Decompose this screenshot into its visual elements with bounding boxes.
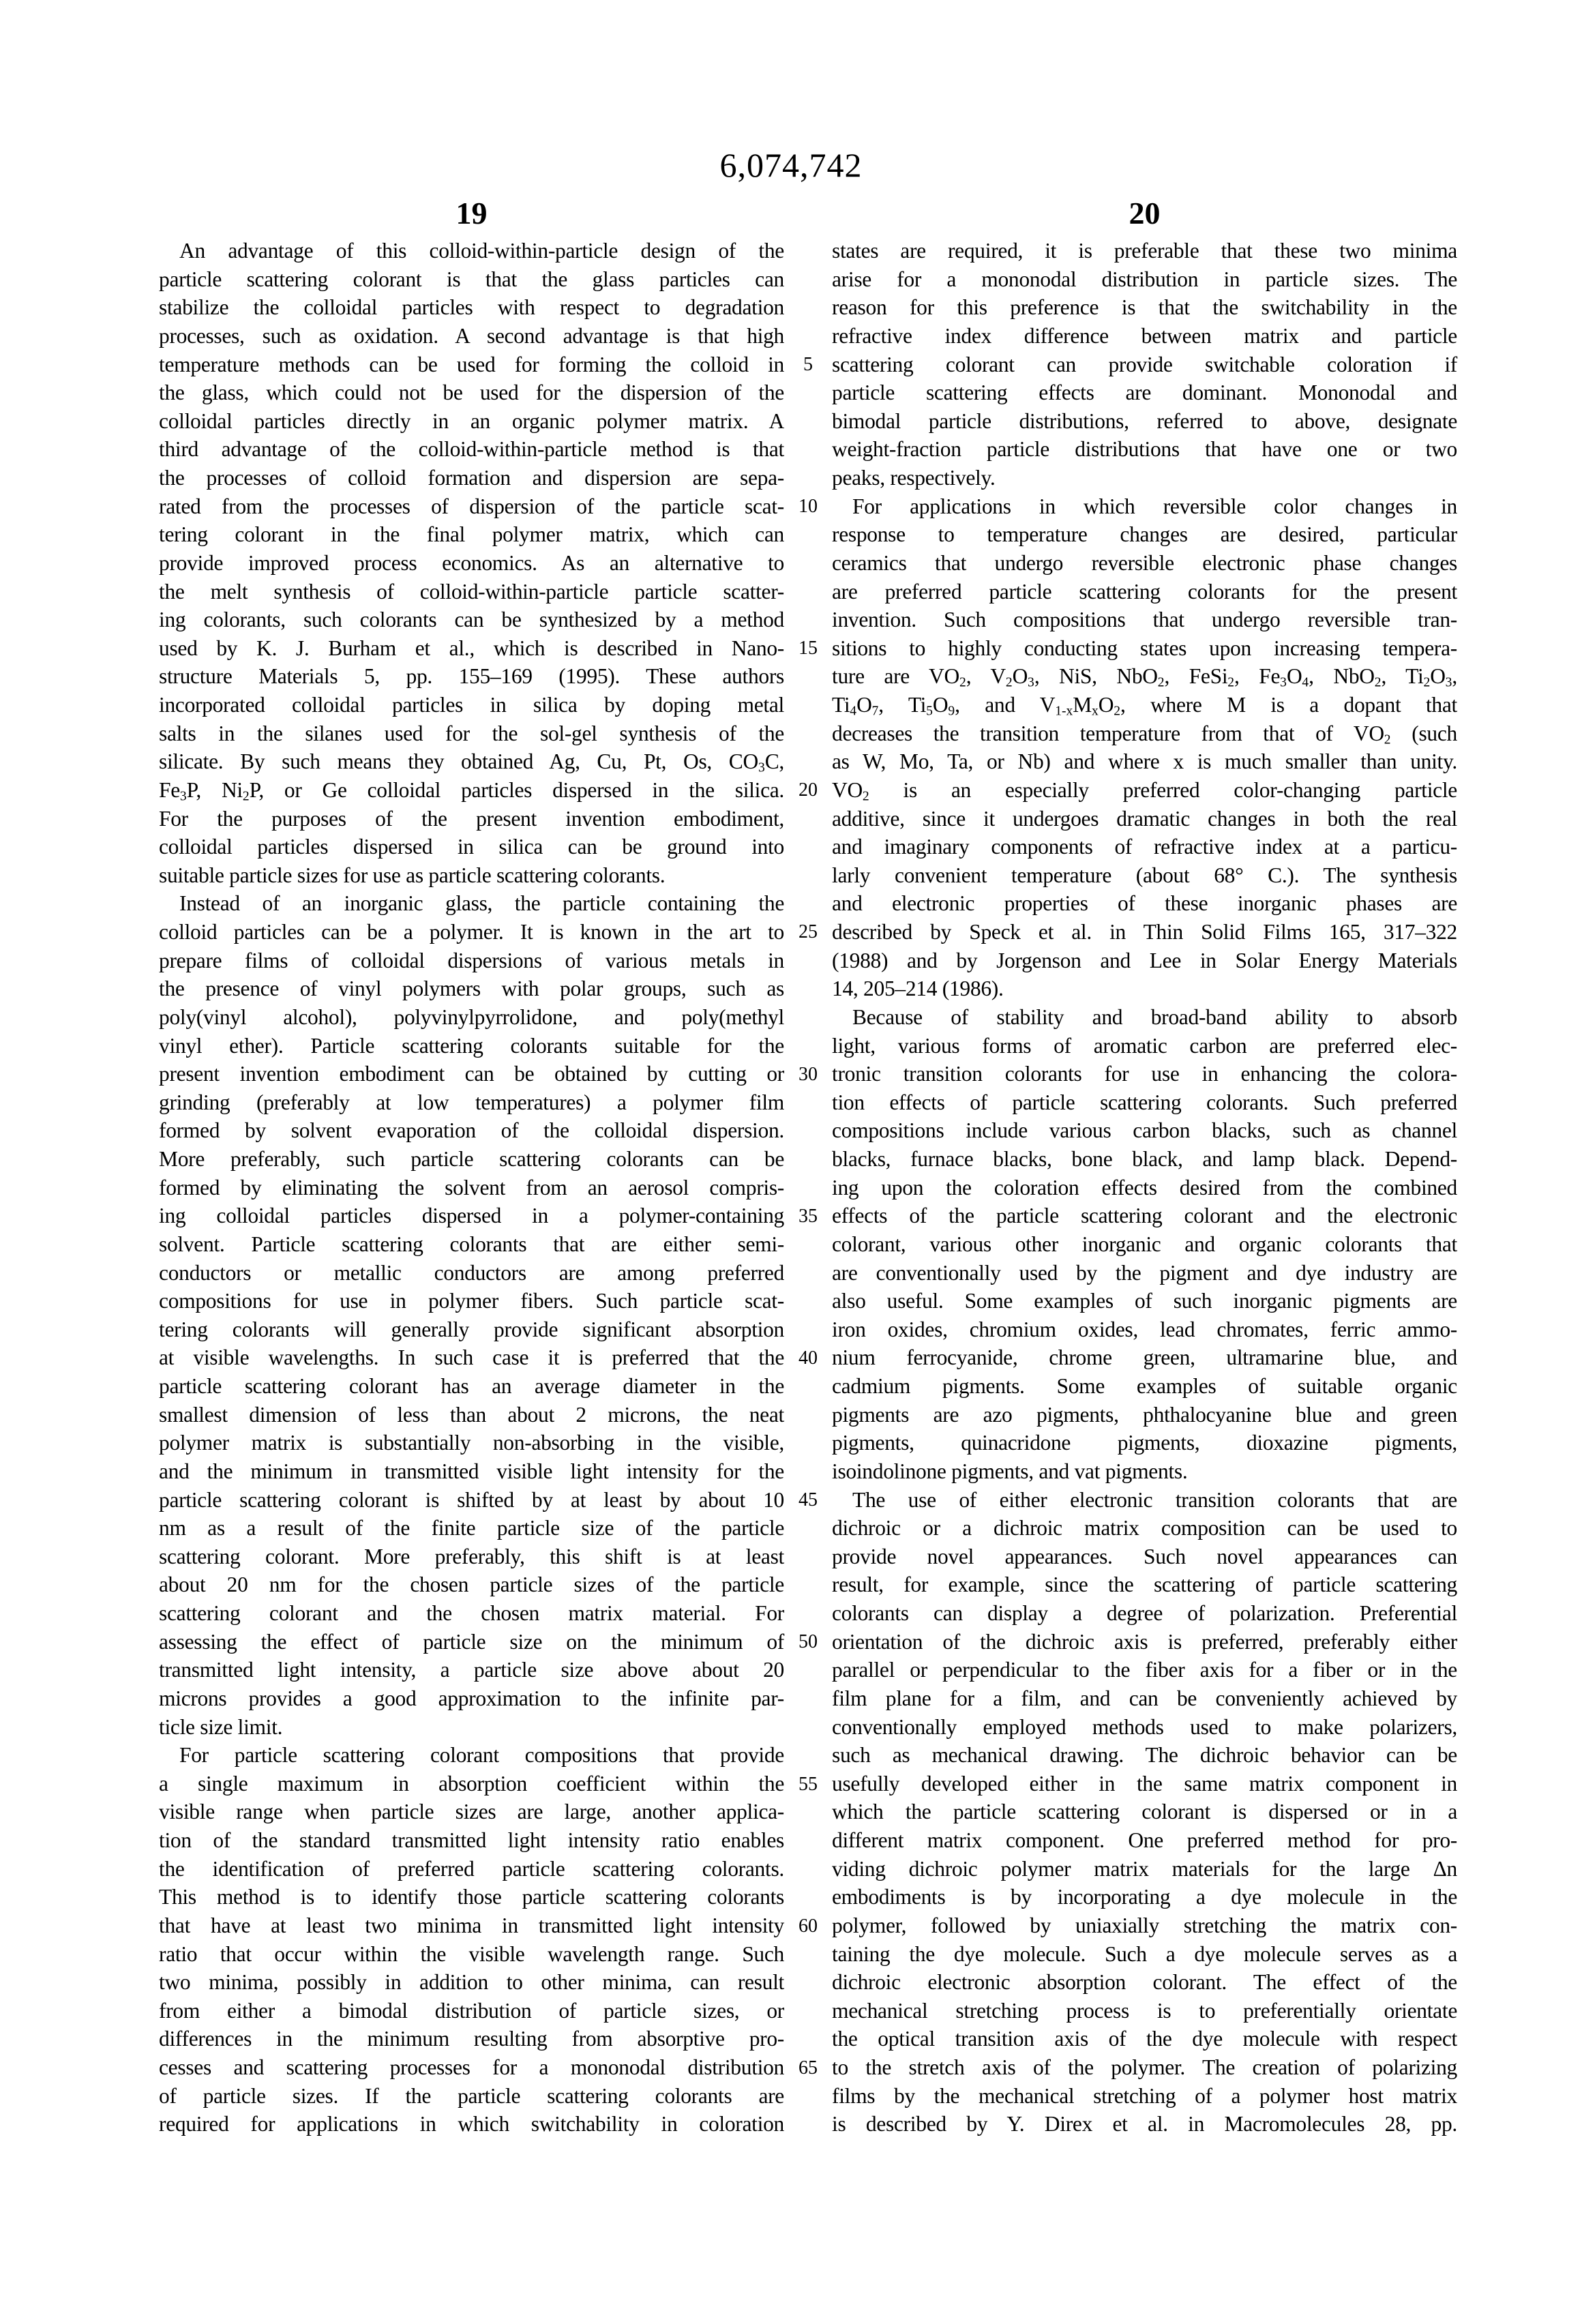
- text-line: grinding (preferably at low temperatures) a polymer film: [159, 1090, 784, 1114]
- line-number: 55: [799, 1773, 818, 1795]
- text-line: $VO_2$ is an especially preferred color-changing particle: [832, 777, 1457, 804]
- text-line: silicate. By such means they obtained Ag, Cu, Pt, Os, $CO_3C$,: [159, 749, 784, 775]
- text-line: two minima, possibly in addition to other minima, can result: [159, 1970, 784, 1995]
- text-line: larly convenient temperature (about 68° C.). The synthesis: [832, 863, 1457, 887]
- text-line: ing upon the coloration effects desired from the combined: [832, 1175, 1457, 1200]
- text-line: formed by solvent evaporation of the colloidal dispersion.: [159, 1118, 784, 1143]
- text-line: response to temperature changes are desired, particular: [832, 522, 1457, 547]
- text-line: a single maximum in absorption coefficient within the: [159, 1771, 784, 1796]
- text-line: processes, such as oxidation. A second advantage is that high: [159, 323, 784, 348]
- text-line: The use of either electronic transition colorants that are: [852, 1487, 1457, 1512]
- text-line: tering colorant in the final polymer matrix, which can: [159, 522, 784, 547]
- text-line: differences in the minimum resulting from absorptive pro-: [159, 2027, 784, 2051]
- text-line: about 20 nm for the chosen particle sizes of the particle: [159, 1573, 784, 1597]
- text-line: vinyl ether). Particle scattering colorants suitable for the: [159, 1033, 784, 1058]
- text-line: formed by eliminating the solvent from an aerosol compris-: [159, 1175, 784, 1200]
- text-line: viding dichroic polymer matrix materials for the large Δn: [832, 1856, 1457, 1881]
- text-line: smallest dimension of less than about 2 microns, the neat: [159, 1402, 784, 1427]
- text-line: also useful. Some examples of such inorganic pigments are: [832, 1289, 1457, 1313]
- text-line: suitable particle sizes for use as particle scattering colorants.: [159, 863, 666, 887]
- text-line: ceramics that undergo reversible electronic phase changes: [832, 550, 1457, 575]
- text-line: is described by Y. Direx et al. in Macromolecules 28, pp.: [832, 2112, 1457, 2136]
- text-line: transmitted light intensity, a particle size above about 20: [159, 1658, 784, 1682]
- line-number: 30: [799, 1063, 818, 1085]
- text-line: tronic transition colorants for use in enhancing the colora-: [832, 1062, 1457, 1086]
- column-number-20: 20: [1129, 196, 1161, 230]
- text-line: tering colorants will generally provide significant absorption: [159, 1317, 784, 1341]
- text-line: sitions to highly conducting states upon increasing tempera-: [832, 636, 1457, 660]
- line-number: 10: [799, 495, 818, 517]
- text-line: colorants can display a degree of polarization. Preferential: [832, 1601, 1457, 1625]
- text-line: More preferably, such particle scattering colorants can be: [159, 1147, 784, 1171]
- text-line: refractive index difference between matrix and particle: [832, 323, 1457, 348]
- text-line: nm as a result of the finite particle size of the particle: [159, 1516, 784, 1540]
- text-line: the presence of vinyl polymers with polar groups, such as: [159, 977, 784, 1001]
- text-line: colloidal particles directly in an organic polymer matrix. A: [159, 408, 784, 433]
- text-line: used by K. J. Burham et al., which is described in Nano-: [159, 636, 784, 660]
- text-line: An advantage of this colloid-within-particle design of the: [179, 239, 784, 263]
- text-line: $Ti_4O_7$, $Ti_5O_9$, and $V_{1-x}M_xO_2$, where M is a dopant that: [832, 693, 1457, 719]
- text-line: colloidal particles dispersed in silica can be ground into: [159, 835, 784, 859]
- text-line: 14, 205–214 (1986).: [832, 977, 1004, 1001]
- text-line: For applications in which reversible color changes in: [852, 494, 1457, 518]
- text-line: (1988) and by Jorgenson and Lee in Solar Energy Materials: [832, 948, 1457, 972]
- text-line: reason for this preference is that the switchability in the: [832, 295, 1457, 320]
- line-number: 65: [799, 2057, 818, 2079]
- text-line: to the stretch axis of the polymer. The creation of polarizing: [832, 2055, 1457, 2079]
- line-number: 5: [803, 353, 813, 375]
- text-line: pigments are azo pigments, phthalocyanine blue and green: [832, 1402, 1457, 1427]
- text-line: present invention embodiment can be obtained by cutting or: [159, 1062, 784, 1086]
- text-line: cesses and scattering processes for a mononodal distribution: [159, 2055, 784, 2079]
- text-line: cadmium pigments. Some examples of suitable organic: [832, 1374, 1457, 1398]
- text-line: decreases the transition temperature from that of $VO_2$ (such: [832, 721, 1458, 747]
- text-line: $Fe_3P$, $Ni_2P$, or Ge colloidal particles dispersed in the silica.: [159, 777, 785, 804]
- text-line: parallel or perpendicular to the fiber axis for a fiber or in the: [832, 1658, 1457, 1682]
- line-number: 60: [799, 1915, 818, 1937]
- text-line: poly(vinyl alcohol), polyvinylpyrrolidone, and poly(methyl: [159, 1004, 784, 1029]
- text-line: compositions include various carbon blacks, such as channel: [832, 1118, 1457, 1143]
- column-19-text: [159, 237, 784, 2139]
- text-line: light, various forms of aromatic carbon are preferred elec-: [832, 1033, 1457, 1058]
- text-line: films by the mechanical stretching of a polymer host matrix: [832, 2083, 1457, 2108]
- column-20-text: [832, 237, 1457, 2139]
- text-line: film plane for a film, and can be conveniently achieved by: [832, 1686, 1457, 1710]
- text-line: polymer, followed by uniaxially stretching the matrix con-: [832, 1913, 1457, 1937]
- patent-number: 6,074,742: [719, 146, 863, 184]
- text-line: bimodal particle distributions, referred to above, designate: [832, 408, 1457, 433]
- text-line: at visible wavelengths. In such case it is preferred that the: [159, 1345, 784, 1370]
- text-line: peaks, respectively.: [832, 466, 996, 490]
- text-line: such as mechanical drawing. The dichroic behavior can be: [832, 1743, 1457, 1768]
- text-line: the identification of preferred particle scattering colorants.: [159, 1856, 784, 1881]
- text-line: the glass, which could not be used for the dispersion of the: [159, 381, 784, 405]
- text-line: different matrix component. One preferred method for pro-: [832, 1828, 1457, 1852]
- text-line: nium ferrocyanide, chrome green, ultramarine blue, and: [832, 1345, 1457, 1370]
- text-line: result, for example, since the scattering of particle scattering: [832, 1573, 1457, 1597]
- text-line: are conventionally used by the pigment and dye industry are: [832, 1260, 1457, 1285]
- text-line: and electronic properties of these inorganic phases are: [832, 891, 1457, 916]
- text-line: the processes of colloid formation and dispersion are sepa-: [159, 466, 784, 490]
- text-line: which the particle scattering colorant is dispersed or in a: [832, 1800, 1457, 1824]
- text-line: weight-fraction particle distributions that have one or two: [832, 437, 1457, 462]
- text-line: scattering colorant. More preferably, this shift is at least: [159, 1544, 784, 1568]
- text-line: colorant, various other inorganic and organic colorants that: [832, 1232, 1457, 1256]
- text-line: described by Speck et al. in Thin Solid Films 165, 317–322: [832, 920, 1457, 944]
- text-line: particle scattering colorant is that the glass particles can: [159, 267, 784, 291]
- column-number-19: 19: [456, 196, 488, 230]
- text-line: required for applications in which switchability in coloration: [159, 2112, 784, 2136]
- text-line: from either a bimodal distribution of particle sizes, or: [159, 1998, 784, 2023]
- text-line: and the minimum in transmitted visible light intensity for the: [159, 1459, 784, 1483]
- text-line: dichroic electronic absorption colorant. The effect of the: [832, 1970, 1457, 1995]
- text-line: stabilize the colloidal particles with respect to degradation: [159, 295, 784, 320]
- text-line: For the purposes of the present invention embodiment,: [159, 806, 784, 831]
- text-line: ture are $VO_2$, $V_2O_3$, NiS, NbO$_2$, FeSi$_2$, $Fe_3O_4$, NbO$_2$, $Ti_2O_3$,: [832, 664, 1457, 690]
- text-line: visible range when particle sizes are large, another applica-: [159, 1800, 784, 1824]
- text-line: iron oxides, chromium oxides, lead chromates, ferric ammo-: [832, 1317, 1457, 1341]
- text-line: colloid particles can be a polymer. It is known in the art to: [159, 920, 784, 944]
- text-line: particle scattering colorant has an average diameter in the: [159, 1374, 784, 1398]
- line-number: 50: [799, 1631, 818, 1653]
- text-line: states are required, it is preferable that these two minima: [832, 239, 1457, 263]
- text-line: embodiments is by incorporating a dye molecule in the: [832, 1885, 1457, 1909]
- text-line: ticle size limit.: [159, 1714, 283, 1739]
- text-line: dichroic or a dichroic matrix composition can be used to: [832, 1516, 1457, 1540]
- text-line: arise for a mononodal distribution in particle sizes. The: [832, 267, 1457, 291]
- text-line: temperature methods can be used for forming the colloid in: [159, 352, 784, 376]
- text-line: isoindolinone pigments, and vat pigments.: [832, 1459, 1188, 1483]
- text-line: invention. Such compositions that undergo reversible tran-: [832, 608, 1457, 632]
- text-line: are preferred particle scattering colorants for the present: [832, 579, 1457, 604]
- line-number: 15: [799, 637, 818, 659]
- text-line: as W, Mo, Ta, or Nb) and where x is much smaller than unity.: [832, 749, 1457, 774]
- line-number-gutter: [786, 237, 831, 2146]
- text-line: prepare films of colloidal dispersions of various metals in: [159, 948, 784, 972]
- text-line: mechanical stretching process is to preferentially orientate: [832, 1998, 1457, 2023]
- text-line: ratio that occur within the visible wavelength range. Such: [159, 1941, 784, 1966]
- text-line: pigments, quinacridone pigments, dioxazine pigments,: [832, 1431, 1457, 1455]
- text-line: scattering colorant and the chosen matrix material. For: [159, 1601, 784, 1625]
- text-line: additive, since it undergoes dramatic changes in both the real: [832, 806, 1457, 831]
- text-line: provide improved process economics. As an alternative to: [159, 550, 784, 575]
- line-number: 35: [799, 1205, 818, 1227]
- text-line: the optical transition axis of the dye molecule with respect: [832, 2027, 1457, 2051]
- text-line: particle scattering effects are dominant. Mononodal and: [832, 381, 1457, 405]
- text-line: ing colloidal particles dispersed in a polymer-containing: [159, 1204, 784, 1228]
- text-line: that have at least two minima in transmitted light intensity: [159, 1913, 784, 1937]
- text-line: taining the dye molecule. Such a dye molecule serves as a: [832, 1941, 1457, 1966]
- text-line: Because of stability and broad-band ability to absorb: [852, 1004, 1457, 1029]
- text-line: incorporated colloidal particles in silica by doping metal: [159, 693, 784, 717]
- line-number: 40: [799, 1347, 818, 1369]
- text-line: assessing the effect of particle size on the minimum of: [159, 1629, 784, 1654]
- text-line: salts in the silanes used for the sol-gel synthesis of the: [159, 721, 784, 745]
- text-line: the melt synthesis of colloid-within-particle particle scatter-: [159, 579, 784, 604]
- text-line: structure Materials 5, pp. 155–169 (1995). These authors: [159, 664, 784, 689]
- text-line: Instead of an inorganic glass, the particle containing the: [179, 891, 784, 916]
- line-number: 25: [799, 921, 818, 943]
- text-line: conventionally employed methods used to make polarizers,: [832, 1714, 1457, 1739]
- text-line: polymer matrix is substantially non-absorbing in the visible,: [159, 1431, 784, 1455]
- text-line: compositions for use in polymer fibers. Such particle scat-: [159, 1289, 784, 1313]
- text-line: For particle scattering colorant compositions that provide: [179, 1743, 784, 1768]
- text-line: orientation of the dichroic axis is preferred, preferably either: [832, 1629, 1457, 1654]
- text-line: scattering colorant can provide switchable coloration if: [832, 352, 1457, 376]
- text-line: solvent. Particle scattering colorants that are either semi-: [159, 1232, 784, 1256]
- text-line: This method is to identify those particle scattering colorants: [159, 1885, 784, 1909]
- line-number: 20: [799, 779, 818, 801]
- text-line: tion of the standard transmitted light intensity ratio enables: [159, 1828, 784, 1852]
- text-line: particle scattering colorant is shifted by at least by about 10: [159, 1487, 784, 1512]
- text-line: blacks, furnace blacks, bone black, and lamp black. Depend-: [832, 1147, 1457, 1171]
- text-line: provide novel appearances. Such novel appearances can: [832, 1544, 1457, 1568]
- text-line: and imaginary components of refractive index at a particu-: [832, 835, 1457, 859]
- text-line: usefully developed either in the same matrix component in: [832, 1771, 1457, 1796]
- text-line: ing colorants, such colorants can be synthesized by a method: [159, 608, 784, 632]
- text-line: tion effects of particle scattering colorants. Such preferred: [832, 1090, 1457, 1114]
- text-line: of particle sizes. If the particle scattering colorants are: [159, 2083, 784, 2108]
- text-line: microns provides a good approximation to the infinite par-: [159, 1686, 784, 1710]
- text-line: effects of the particle scattering colorant and the electronic: [832, 1204, 1457, 1228]
- line-number: 45: [799, 1489, 818, 1511]
- text-line: rated from the processes of dispersion of the particle scat-: [159, 494, 784, 518]
- text-line: conductors or metallic conductors are among preferred: [159, 1260, 784, 1285]
- text-line: third advantage of the colloid-within-particle method is that: [159, 437, 784, 462]
